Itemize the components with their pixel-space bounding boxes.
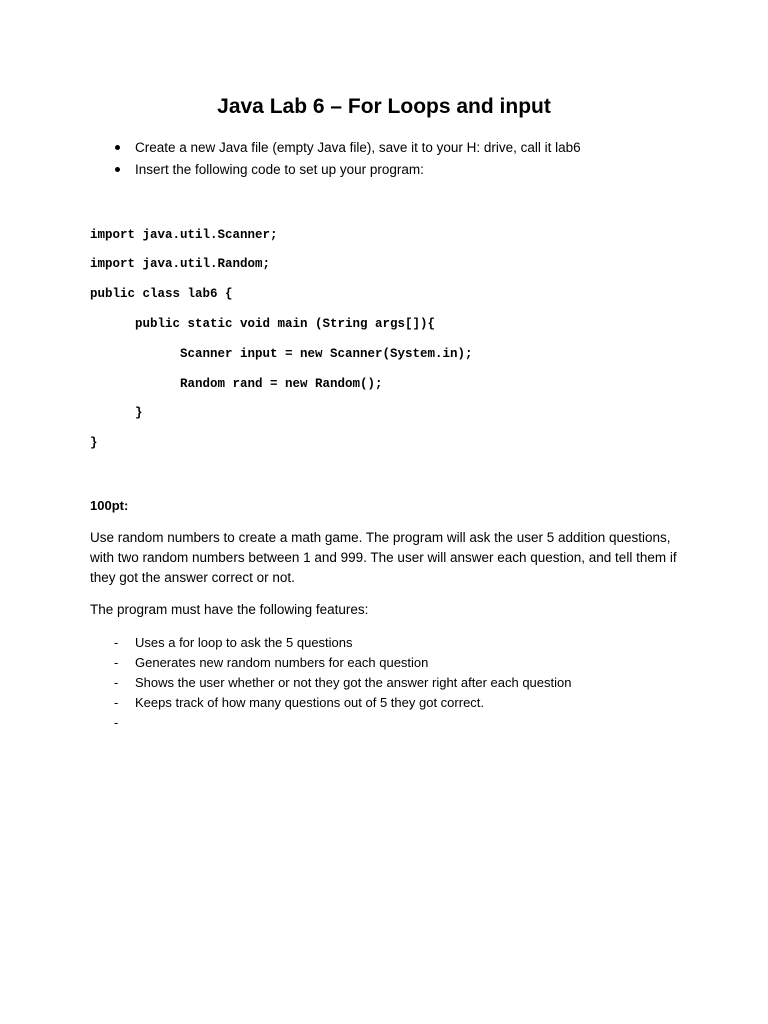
code-line: public static void main (String args[]){	[135, 317, 436, 331]
document-title: Java Lab 6 – For Loops and input	[217, 95, 551, 118]
features-list	[112, 633, 571, 733]
code-line: public class lab6 {	[90, 287, 233, 301]
code-line: Scanner input = new Scanner(System.in);	[180, 347, 473, 361]
bullet-text: Create a new Java file (empty Java file), save it to your H: drive, call it lab6	[135, 140, 581, 155]
feature-text: Shows the user whether or not they got the answer right after each question	[135, 675, 572, 690]
bullet-text: Insert the following code to set up your program:	[135, 162, 424, 177]
code-line: import java.util.Random;	[90, 257, 271, 271]
code-line: }	[135, 406, 143, 420]
section-heading: 100pt:	[90, 498, 129, 513]
code-line: Random rand = new Random();	[180, 377, 383, 391]
dash-marker: -	[114, 635, 119, 650]
code-line: }	[90, 436, 98, 450]
feature-text: Generates new random numbers for each question	[135, 655, 429, 670]
bullet-icon	[115, 145, 120, 150]
list-item	[112, 653, 571, 673]
description-paragraph: Use random numbers to create a math game. The program will ask the user 5 addition questions, with two random numbers between 1 and 999. The user will answer each question, and tell them if they got the answer correct or not.	[90, 530, 677, 585]
dash-marker: -	[114, 655, 119, 670]
dash-marker: -	[114, 695, 119, 710]
list-item	[112, 713, 571, 733]
dash-marker: -	[114, 715, 119, 730]
list-item	[112, 159, 581, 181]
list-item	[112, 137, 581, 159]
list-item	[112, 693, 571, 713]
feature-text: Uses a for loop to ask the 5 questions	[135, 635, 353, 650]
feature-text: Keeps track of how many questions out of 5 they got correct.	[135, 695, 485, 710]
dash-marker: -	[114, 675, 119, 690]
bullet-icon	[115, 167, 120, 172]
intro-bullet-list	[112, 137, 581, 181]
list-item	[112, 673, 571, 693]
list-item	[112, 633, 571, 653]
features-intro: The program must have the following features:	[90, 602, 369, 617]
code-line: import java.util.Scanner;	[90, 228, 278, 242]
